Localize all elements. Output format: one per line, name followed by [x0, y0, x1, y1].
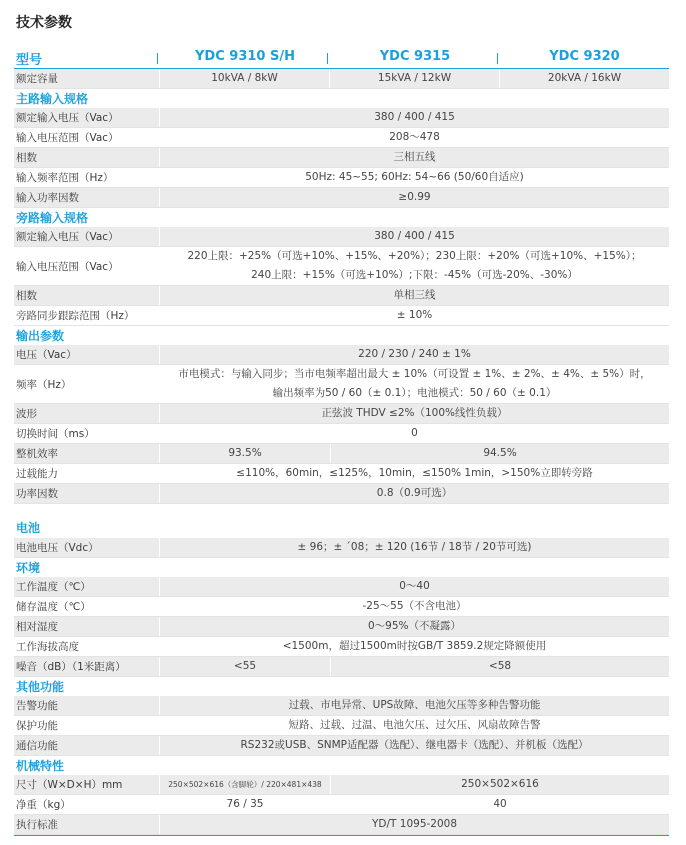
row-label: 执行标准	[16, 819, 58, 831]
section-bypass-input: 旁路输入规格	[16, 211, 89, 225]
spec-row	[14, 577, 669, 597]
row-label: 波形	[16, 408, 37, 420]
row-value: RS232或USB、SNMP适配器（选配）、继电器卡（选配）、并机板（选配）	[159, 736, 669, 755]
spec-row	[14, 815, 669, 835]
row-value: ≤110%，60min，≤125%，10min，≤150% 1min，>150%立即转旁路	[159, 464, 669, 483]
row-label: 净重（kg）	[16, 799, 71, 811]
row-label: 电池电压（Vdc）	[16, 542, 99, 554]
row-value: 0～40	[159, 577, 669, 596]
spec-row	[14, 775, 669, 795]
row-value	[159, 365, 669, 403]
spec-row-capacity	[14, 69, 669, 89]
row-value: 短路、过载、过温、电池欠压、过欠压、风扇故障告警	[159, 716, 669, 735]
row-value: 380 / 400 / 415	[159, 227, 669, 246]
row-value: 220 / 230 / 240 ± 1%	[159, 345, 669, 364]
divider	[327, 53, 328, 64]
spec-row	[14, 168, 669, 188]
spec-row	[14, 345, 669, 365]
row-value: <1500m，超过1500m时按GB/T 3859.2规定降额使用	[159, 637, 669, 656]
spec-row	[14, 657, 669, 677]
spec-table	[14, 48, 669, 836]
value-line: 市电模式：与输入同步；当市电频率超出最大 ± 10%（可设置 ± 1%、± 2%、± 4%、± 5%）时，	[178, 368, 651, 380]
spec-row	[14, 286, 669, 306]
row-value: 380 / 400 / 415	[159, 108, 669, 127]
row-label: 功率因数	[16, 488, 58, 500]
spec-row	[14, 538, 669, 558]
spec-row	[14, 716, 669, 736]
row-label: 额定输入电压（Vac）	[16, 231, 119, 243]
efficiency-ydc9310: 93.5%	[159, 444, 330, 463]
capacity-ydc9315: 15kVA / 12kW	[329, 69, 499, 88]
row-label: 整机效率	[16, 448, 58, 460]
weight-ydc9310: 76 / 35	[159, 795, 330, 814]
divider	[157, 53, 158, 64]
value-line: 220上限：+25%（可选+10%、+15%、+20%）；230上限：+20%（可选+10%、+15%）；	[187, 250, 642, 262]
noise-ydc9315-9320: <58	[330, 657, 669, 676]
row-label: 告警功能	[16, 700, 58, 712]
spec-row	[14, 597, 669, 617]
row-value	[159, 247, 669, 285]
row-label: 过载能力	[16, 468, 58, 480]
row-label: 输入频率范围（Hz）	[16, 172, 114, 184]
spec-row	[14, 617, 669, 637]
model-label: 型号	[16, 53, 43, 68]
section-environment: 环境	[16, 561, 41, 575]
efficiency-ydc9315-9320: 94.5%	[330, 444, 669, 463]
spec-row	[14, 108, 669, 128]
row-label: 相对湿度	[16, 621, 58, 633]
row-label: 额定容量	[16, 73, 58, 85]
row-label: 输入电压范围（Vac）	[16, 260, 119, 273]
row-value: -25～55（不含电池）	[159, 597, 669, 616]
row-value: 过载、市电异常、UPS故障、电池欠压等多种告警功能	[159, 696, 669, 715]
table-bottom-rule	[14, 835, 669, 836]
model-header-row	[14, 48, 669, 69]
size-ydc9315-9320: 250×502×616	[330, 775, 669, 794]
value-line: 输出频率为50 / 60（± 0.1）；电池模式：50 / 60（± 0.1）	[272, 387, 557, 399]
spec-row	[14, 637, 669, 657]
model-ydc9315: YDC 9315	[379, 49, 451, 64]
value-line: 240上限：+15%（可选+10%）;下限：-45%（可选-20%、-30%）	[251, 269, 578, 281]
section-battery: 电池	[16, 521, 41, 535]
row-label: 旁路同步跟踪范围（Hz）	[16, 310, 135, 322]
section-mechanical: 机械特性	[16, 759, 65, 773]
row-label: 工作温度（℃）	[16, 581, 91, 593]
spec-row	[14, 365, 669, 404]
section-other-functions: 其他功能	[16, 680, 65, 694]
row-label: 保护功能	[16, 720, 58, 732]
section-main-input: 主路输入规格	[16, 92, 89, 106]
spec-row	[14, 736, 669, 756]
row-value: 50Hz: 45~55; 60Hz: 54~66 (50/60自适应)	[159, 168, 669, 187]
row-label: 输入功率因数	[16, 192, 79, 204]
row-label: 电压（Vac）	[16, 349, 77, 361]
row-label: 相数	[16, 152, 37, 164]
row-label: 尺寸（W×D×H）mm	[16, 779, 123, 791]
weight-ydc9315-9320: 40	[330, 795, 669, 814]
capacity-ydc9310: 10kVA / 8kW	[159, 69, 329, 88]
divider	[497, 53, 498, 64]
page-title: 技术参数	[16, 15, 72, 31]
spec-row	[14, 444, 669, 464]
spec-row	[14, 404, 669, 424]
row-label: 切换时间（ms）	[16, 428, 95, 440]
spec-row	[14, 188, 669, 208]
row-value: ± 96；± ´08；± 120 (16节 / 18节 / 20节可选)	[159, 538, 669, 557]
spec-row	[14, 795, 669, 815]
row-label: 工作海拔高度	[16, 641, 79, 653]
spec-row	[14, 424, 669, 444]
spec-row	[14, 128, 669, 148]
spec-row	[14, 464, 669, 484]
row-value: 0.8（0.9可选）	[159, 484, 669, 503]
model-ydc9320: YDC 9320	[549, 49, 620, 64]
row-label: 输入电压范围（Vac）	[16, 132, 119, 144]
row-value: 0	[159, 424, 669, 443]
capacity-ydc9320: 20kVA / 16kW	[499, 69, 669, 88]
row-value: 三相五线	[159, 148, 669, 167]
spec-row	[14, 247, 669, 286]
row-label: 相数	[16, 290, 37, 302]
row-label: 噪音（dB）（1米距离）	[16, 661, 126, 673]
row-value: 208～478	[159, 128, 669, 147]
row-label: 储存温度（℃）	[16, 601, 91, 613]
noise-ydc9310: <55	[159, 657, 330, 676]
spec-row	[14, 306, 669, 326]
spec-row	[14, 227, 669, 247]
row-label: 额定输入电压（Vac）	[16, 112, 119, 124]
row-value: 单相三线	[159, 286, 669, 305]
row-label: 通信功能	[16, 740, 58, 752]
row-value: ≥0.99	[159, 188, 669, 207]
row-value: 0～95%（不凝露）	[159, 617, 669, 636]
size-ydc9310: 250×502×616（含脚轮）/ 220×481×438	[159, 775, 330, 794]
spec-row	[14, 696, 669, 716]
section-output: 输出参数	[16, 329, 65, 343]
model-ydc9310: YDC 9310 S/H	[195, 49, 295, 64]
row-label: 频率（Hz）	[16, 378, 72, 391]
spec-row	[14, 484, 669, 504]
row-value: ± 10%	[159, 306, 669, 325]
row-value: YD/T 1095-2008	[159, 815, 669, 834]
row-value: 正弦波 THDV ≤2%（100%线性负载）	[159, 404, 669, 423]
spec-row	[14, 148, 669, 168]
